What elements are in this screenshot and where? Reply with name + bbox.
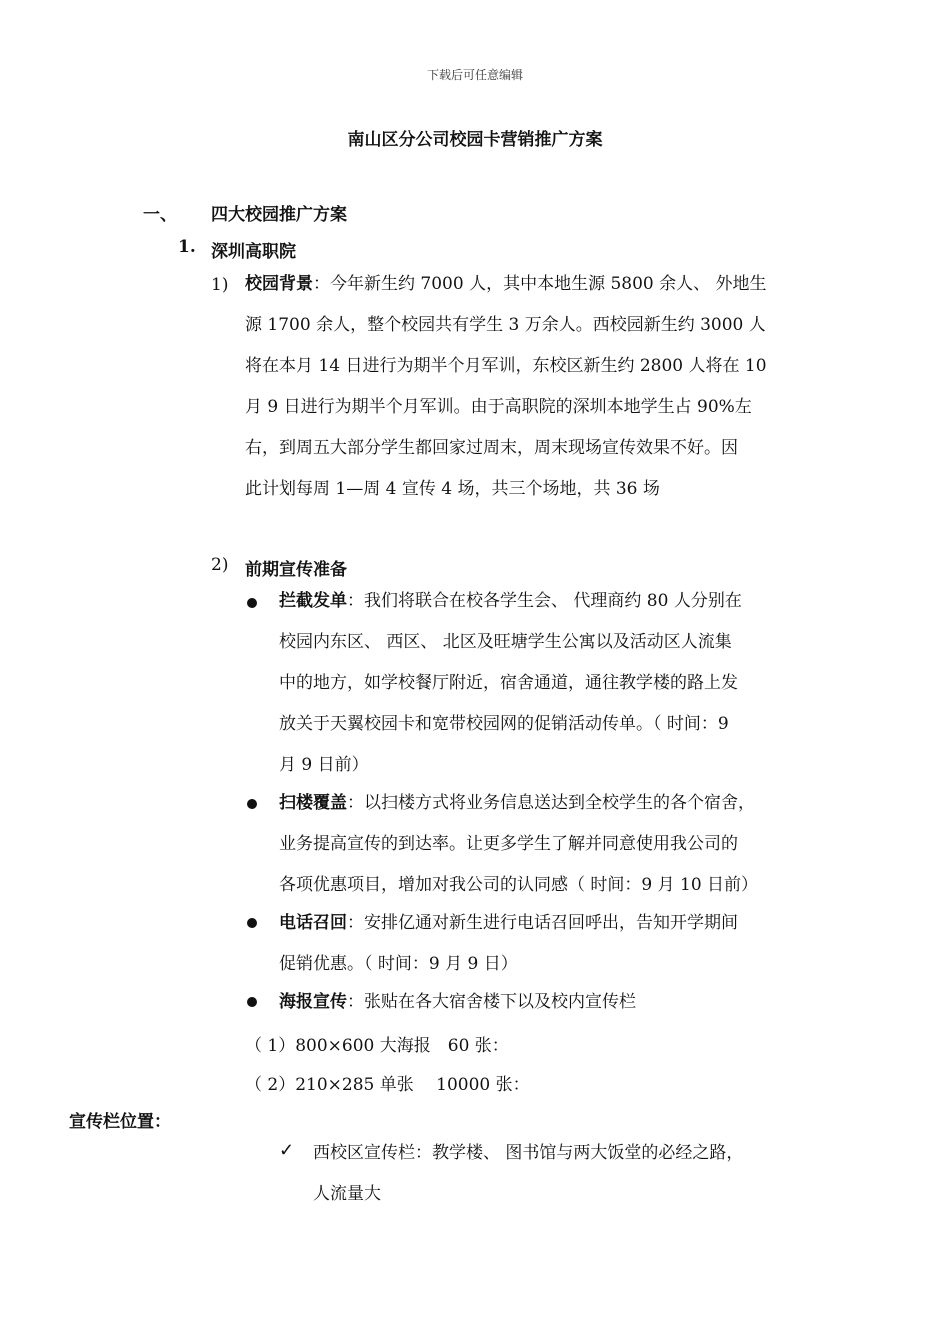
bullet-label: 海报宣传: [279, 992, 347, 1012]
paragraph-line: 中的地方，如学校餐厅附近，宿舍通道，通往教学楼的路上发: [279, 673, 738, 693]
paragraph-line: 将在本月 14 日进行为期半个月军训，东校区新生约 2800 人将在 10: [245, 356, 767, 376]
paragraph-line: 月 9 日前）: [279, 755, 369, 775]
bullet-label: 扫楼覆盖: [279, 793, 347, 813]
line-text: ：张贴在各大宿舍楼下以及校内宣传栏: [347, 992, 636, 1012]
poster-item: （ 2）210×285 单张 10000 张：: [245, 1075, 530, 1095]
campus-background-paragraph: [245, 264, 807, 510]
pre-promotion-title: 前期宣传准备: [245, 560, 347, 580]
bullet-paragraph-poster: [279, 982, 807, 1023]
bullet-icon: [247, 997, 257, 1007]
location-heading: 宣传栏位置：: [69, 1112, 171, 1132]
section-number: 一、: [143, 205, 177, 225]
paragraph-line: 各项优惠项目，增加对我公司的认同感（ 时间：9 月 10 日前）: [279, 875, 759, 895]
section-title: 四大校园推广方案: [211, 205, 347, 225]
bullet-paragraph-dorm-sweep: [279, 783, 807, 906]
paragraph-line: [279, 581, 807, 622]
line-text: ：以扫楼方式将业务信息送达到全校学生的各个宿舍，: [347, 793, 755, 813]
item-number: 2): [211, 555, 229, 575]
line-text: ：今年新生约 7000 人，其中本地生源 5800 余人、 外地生: [313, 274, 767, 294]
item-number: 1): [211, 275, 229, 295]
paragraph-line: [279, 783, 807, 824]
paragraph-line: 右，到周五大部分学生都回家过周末，周末现场宣传效果不好。因: [245, 438, 738, 458]
line-text: ：安排亿通对新生进行电话召回呼出，告知开学期间: [347, 913, 738, 933]
paragraph-line: 促销优惠。（ 时间：9 月 9 日）: [279, 954, 518, 974]
checkmark-icon: ✓: [279, 1140, 295, 1161]
paragraph-line: 此计划每周 1—周 4 宣传 4 场，共三个场地，共 36 场: [245, 479, 660, 499]
paragraph-line: 放关于天翼校园卡和宽带校园网的促销活动传单。（ 时间：9: [279, 714, 729, 734]
paragraph-line: 人流量大: [313, 1184, 381, 1204]
paragraph-line: [245, 264, 807, 305]
subsection-title: 深圳高职院: [211, 242, 296, 262]
bullet-paragraph-phone-callback: [279, 903, 807, 985]
paragraph-line: 业务提高宣传的到达率。让更多学生了解并同意使用我公司的: [279, 834, 738, 854]
page-title: 南山区分公司校园卡营销推广方案: [347, 130, 603, 150]
paragraph-line: 源 1700 余人，整个校园共有学生 3 万余人。西校园新生约 3000 人: [245, 315, 766, 335]
line-text: ：我们将联合在校各学生会、 代理商约 80 人分别在: [347, 591, 742, 611]
paragraph-line: 月 9 日进行为期半个月军训。由于高职院的深圳本地学生占 90%左: [245, 397, 752, 417]
poster-item: （ 1）800×600 大海报 60 张：: [245, 1036, 509, 1056]
subsection-number: 1.: [178, 237, 196, 257]
bullet-icon: [247, 598, 257, 608]
campus-background-label: 校园背景: [245, 274, 313, 294]
page-header-note: 下载后可任意编辑: [426, 68, 523, 82]
bullet-icon: [247, 918, 257, 928]
bullet-paragraph-flyer: [279, 581, 807, 786]
bullet-icon: [247, 799, 257, 809]
paragraph-line: [279, 903, 807, 944]
paragraph-line: [279, 982, 807, 1023]
paragraph-line: 校园内东区、 西区、 北区及旺塘学生公寓以及活动区人流集: [279, 632, 732, 652]
bullet-label: 拦截发单: [279, 591, 347, 611]
check-item-paragraph: [313, 1133, 813, 1215]
bullet-label: 电话召回: [279, 913, 347, 933]
paragraph-line: 西校区宣传栏：教学楼、 图书馆与两大饭堂的必经之路，: [313, 1143, 744, 1163]
